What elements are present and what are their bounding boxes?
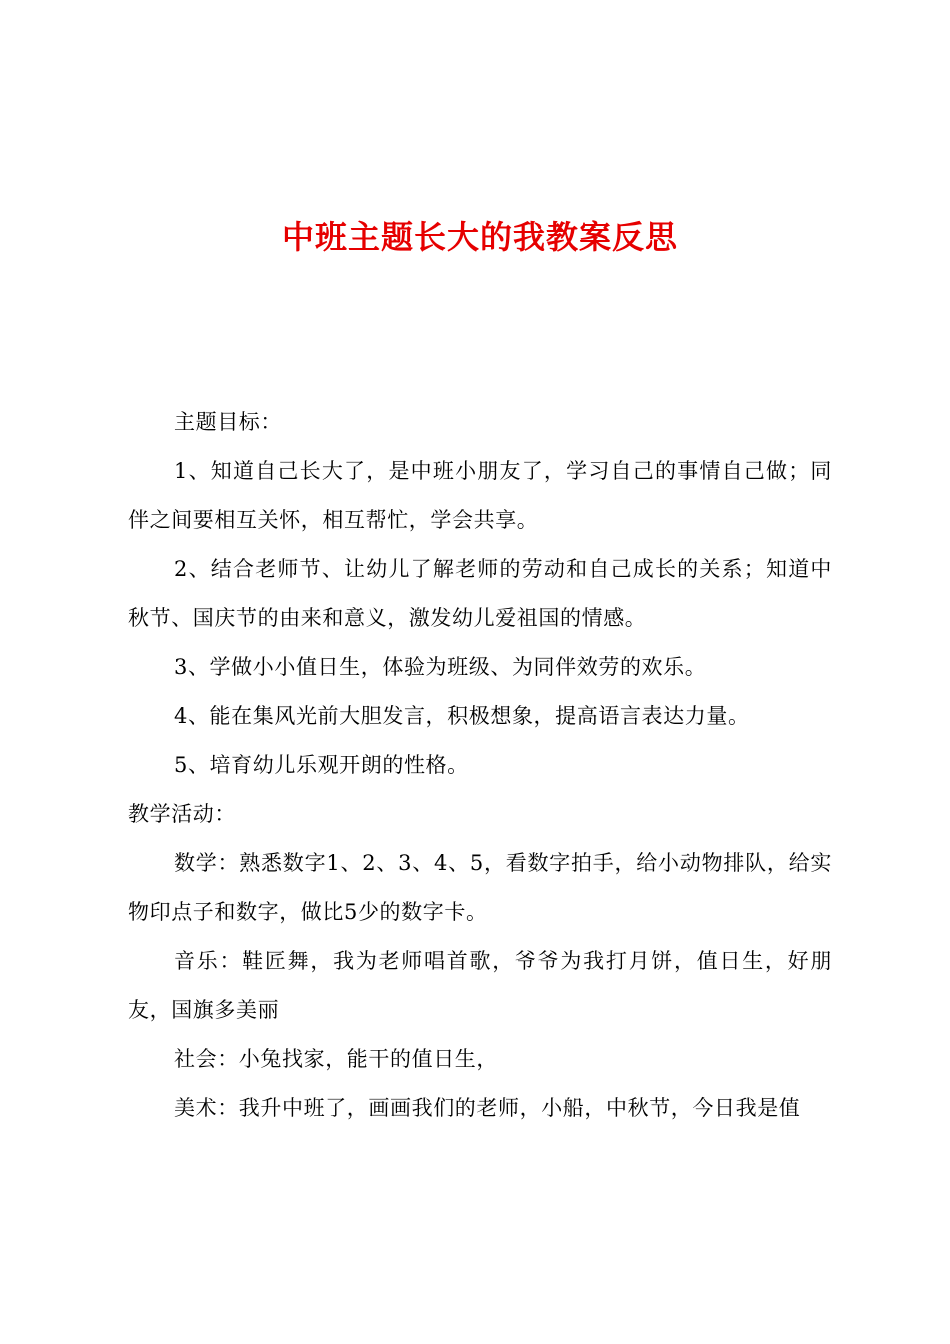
paragraph-goal-1: 1、知道自己长大了，是中班小朋友了，学习自己的事情自己做；同伴之间要相互关怀，相互帮忙，学会共享。 [128,459,832,532]
paragraph-music: 音乐：鞋匠舞，我为老师唱首歌，爷爷为我打月饼，值日生，好朋友，国旗多美丽 [128,949,832,1022]
paragraph-goal-5: 5、培育幼儿乐观开朗的性格。 [174,753,469,777]
paragraph-goals-heading: 主题目标： [174,410,282,434]
document-title: 中班主题长大的我教案反思 [281,218,678,256]
paragraph-goal-2: 2、结合老师节、让幼儿了解老师的劳动和自己成长的关系；知道中秋节、国庆节的由来和意义，激发幼儿爱祖国的情感。 [128,557,832,630]
paragraph-math: 数学：熟悉数字1、2、3、4、5，看数字拍手，给小动物排队，给实物印点子和数字，做比5少的数字卡。 [128,851,832,924]
paragraph-activities-heading: 教学活动： [128,802,236,826]
paragraph-social: 社会：小兔找家，能干的值日生， [174,1047,498,1071]
document-body [128,398,832,1133]
paragraph-goal-3: 3、学做小小值日生，体验为班级、为同伴效劳的欢乐。 [174,655,707,679]
paragraph-goal-4: 4、能在集风光前大胆发言，积极想象，提高语言表达力量。 [174,704,750,728]
paragraph-art: 美术：我升中班了，画画我们的老师，小船，中秋节，今日我是值 [174,1096,801,1120]
